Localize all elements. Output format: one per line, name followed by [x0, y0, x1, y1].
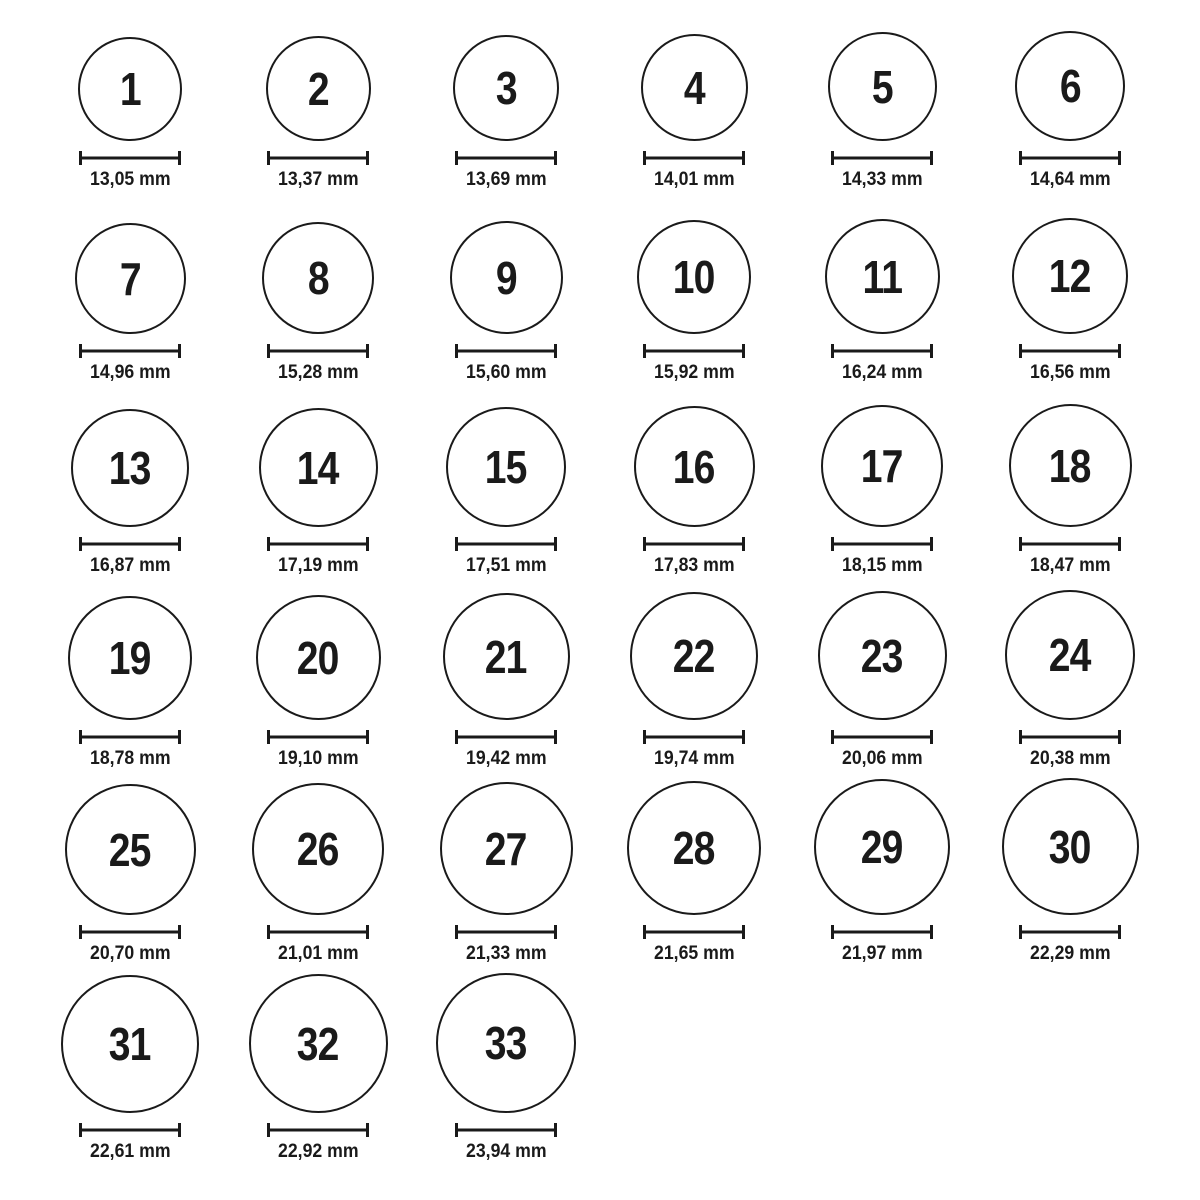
- ring-size-item: [36, 6, 224, 199]
- diameter-measure-line: [831, 151, 933, 165]
- ring-size-number: 25: [109, 823, 151, 876]
- ring-size-item: [600, 778, 788, 973]
- diameter-measure-line: [455, 1123, 557, 1137]
- ring-size-number: 29: [861, 821, 903, 873]
- diameter-measure-line: [455, 344, 557, 358]
- ring-circle: [65, 784, 196, 915]
- ring-size-item: [976, 392, 1164, 585]
- ring-size-number: 26: [297, 823, 339, 875]
- ring-circle: [75, 223, 186, 334]
- diameter-label: 18,47 mm: [1029, 555, 1111, 576]
- diameter-label: 23,94 mm: [465, 1141, 547, 1162]
- ring-size-item: [224, 585, 412, 778]
- diameter-label: 15,60 mm: [465, 362, 547, 383]
- ring-circle: [637, 220, 751, 334]
- diameter-measure-line: [643, 344, 745, 358]
- diameter-measure-line: [455, 151, 557, 165]
- diameter-label: 20,38 mm: [1029, 748, 1111, 769]
- diameter-measure-line: [267, 925, 369, 939]
- diameter-measure-line: [79, 730, 181, 744]
- diameter-label: 14,01 mm: [653, 169, 735, 190]
- ring-size-number: 22: [673, 630, 715, 682]
- ring-size-number: 12: [1049, 250, 1091, 302]
- diameter-label: 13,05 mm: [89, 169, 171, 190]
- diameter-measure-line: [831, 730, 933, 744]
- ring-size-item: [224, 199, 412, 392]
- ring-circle: [630, 592, 758, 720]
- diameter-label: 19,42 mm: [465, 748, 547, 769]
- ring-circle: [821, 405, 943, 527]
- ring-circle: [249, 974, 388, 1113]
- diameter-label: 15,92 mm: [653, 362, 735, 383]
- diameter-label: 22,92 mm: [277, 1141, 359, 1162]
- ring-size-number: 23: [861, 629, 903, 682]
- diameter-measure-line: [831, 925, 933, 939]
- ring-size-item: [788, 778, 976, 973]
- diameter-label: 20,06 mm: [841, 748, 923, 769]
- ring-circle: [78, 37, 182, 141]
- ring-size-number: 5: [871, 60, 893, 113]
- ring-size-item: [36, 585, 224, 778]
- diameter-label: 19,10 mm: [277, 748, 359, 769]
- diameter-label: 18,15 mm: [841, 555, 923, 576]
- ring-size-item: [788, 585, 976, 778]
- ring-size-number: 1: [119, 63, 141, 115]
- diameter-label: 16,56 mm: [1029, 362, 1111, 383]
- ring-size-item: [600, 392, 788, 585]
- diameter-measure-line: [1019, 925, 1121, 939]
- ring-size-item: [976, 778, 1164, 973]
- ring-size-number: 11: [862, 250, 902, 303]
- ring-size-item: [412, 199, 600, 392]
- ring-size-item: [412, 6, 600, 199]
- ring-size-number: 32: [297, 1017, 339, 1070]
- ring-size-number: 18: [1049, 439, 1091, 492]
- diameter-measure-line: [1019, 730, 1121, 744]
- ring-circle: [440, 782, 573, 915]
- diameter-label: 21,01 mm: [277, 943, 359, 964]
- ring-size-item: [224, 392, 412, 585]
- ring-circle: [1005, 590, 1135, 720]
- ring-size-item: [224, 973, 412, 1171]
- ring-size-item: [976, 6, 1164, 199]
- diameter-measure-line: [267, 730, 369, 744]
- diameter-measure-line: [1019, 344, 1121, 358]
- diameter-label: 14,64 mm: [1029, 169, 1111, 190]
- diameter-measure-line: [831, 537, 933, 551]
- diameter-label: 17,19 mm: [277, 555, 359, 576]
- ring-circle: [641, 34, 748, 141]
- diameter-label: 17,51 mm: [465, 555, 547, 576]
- diameter-measure-line: [643, 537, 745, 551]
- diameter-label: 14,96 mm: [89, 362, 171, 383]
- ring-size-item: [788, 199, 976, 392]
- ring-circle: [436, 973, 576, 1113]
- diameter-label: 21,33 mm: [465, 943, 547, 964]
- diameter-measure-line: [455, 730, 557, 744]
- ring-size-item: [412, 973, 600, 1171]
- ring-size-number: 20: [297, 631, 339, 684]
- diameter-measure-line: [267, 537, 369, 551]
- ring-circle: [68, 596, 192, 720]
- diameter-measure-line: [643, 730, 745, 744]
- diameter-measure-line: [267, 344, 369, 358]
- ring-circle: [828, 32, 937, 141]
- ring-size-item: [36, 778, 224, 973]
- diameter-measure-line: [1019, 151, 1121, 165]
- ring-size-item: [600, 6, 788, 199]
- diameter-label: 16,24 mm: [841, 362, 923, 383]
- ring-size-item: [36, 392, 224, 585]
- ring-circle: [61, 975, 199, 1113]
- ring-size-item: [976, 199, 1164, 392]
- ring-circle: [453, 35, 559, 141]
- diameter-label: 19,74 mm: [653, 748, 735, 769]
- ring-circle: [71, 409, 189, 527]
- ring-size-item: [224, 778, 412, 973]
- diameter-label: 14,33 mm: [841, 169, 923, 190]
- ring-size-number: 33: [485, 1017, 527, 1069]
- diameter-measure-line: [79, 1123, 181, 1137]
- ring-size-item: [412, 778, 600, 973]
- diameter-label: 13,37 mm: [277, 169, 359, 190]
- ring-size-item: [36, 973, 224, 1171]
- ring-size-number: 14: [297, 441, 339, 494]
- ring-size-number: 16: [673, 440, 715, 493]
- ring-size-number: 7: [119, 252, 141, 305]
- ring-size-item: [788, 392, 976, 585]
- ring-size-number: 31: [109, 1018, 151, 1070]
- diameter-label: 15,28 mm: [277, 362, 359, 383]
- diameter-label: 16,87 mm: [89, 555, 171, 576]
- ring-size-number: 19: [109, 632, 151, 684]
- ring-circle: [256, 595, 381, 720]
- diameter-measure-line: [267, 1123, 369, 1137]
- diameter-measure-line: [1019, 537, 1121, 551]
- ring-circle: [818, 591, 947, 720]
- diameter-label: 22,29 mm: [1029, 943, 1111, 964]
- ring-circle: [259, 408, 378, 527]
- diameter-measure-line: [267, 151, 369, 165]
- ring-size-number: 24: [1049, 629, 1091, 681]
- ring-size-number: 3: [495, 62, 517, 114]
- diameter-label: 18,78 mm: [89, 748, 171, 769]
- ring-size-number: 2: [307, 62, 329, 115]
- diameter-label: 21,97 mm: [841, 943, 923, 964]
- ring-circle: [252, 783, 384, 915]
- ring-size-item: [224, 6, 412, 199]
- ring-circle: [1009, 404, 1132, 527]
- ring-circle: [443, 593, 570, 720]
- ring-circle: [266, 36, 371, 141]
- diameter-measure-line: [455, 925, 557, 939]
- ring-circle: [1012, 218, 1128, 334]
- diameter-measure-line: [643, 151, 745, 165]
- ring-circle: [634, 406, 755, 527]
- diameter-label: 20,70 mm: [89, 943, 171, 964]
- ring-circle: [1002, 778, 1139, 915]
- ring-circle: [825, 219, 940, 334]
- ring-size-number: 6: [1059, 60, 1081, 112]
- diameter-measure-line: [831, 344, 933, 358]
- diameter-label: 21,65 mm: [653, 943, 735, 964]
- ring-size-number: 28: [673, 822, 715, 874]
- diameter-label: 13,69 mm: [465, 169, 547, 190]
- ring-size-number: 30: [1049, 820, 1091, 873]
- ring-size-item: [412, 392, 600, 585]
- ring-circle: [446, 407, 566, 527]
- diameter-measure-line: [643, 925, 745, 939]
- ring-size-number: 4: [683, 61, 705, 114]
- ring-size-item: [412, 585, 600, 778]
- diameter-measure-line: [79, 344, 181, 358]
- ring-size-number: 15: [485, 441, 527, 493]
- diameter-measure-line: [79, 925, 181, 939]
- ring-size-number: 17: [861, 440, 903, 492]
- ring-size-number: 10: [673, 251, 715, 303]
- ring-size-number: 21: [485, 630, 527, 683]
- ring-circle: [814, 779, 950, 915]
- ring-size-item: [36, 199, 224, 392]
- ring-size-item: [600, 585, 788, 778]
- diameter-label: 17,83 mm: [653, 555, 735, 576]
- ring-circle: [262, 222, 374, 334]
- ring-size-number: 27: [485, 822, 527, 875]
- ring-size-number: 13: [109, 442, 151, 494]
- ring-size-number: 8: [307, 252, 329, 304]
- ring-size-number: 9: [495, 251, 517, 304]
- ring-size-item: [788, 6, 976, 199]
- ring-size-item: [600, 199, 788, 392]
- diameter-measure-line: [79, 537, 181, 551]
- ring-size-item: [976, 585, 1164, 778]
- diameter-measure-line: [455, 537, 557, 551]
- ring-circle: [450, 221, 563, 334]
- diameter-measure-line: [79, 151, 181, 165]
- diameter-label: 22,61 mm: [89, 1141, 171, 1162]
- ring-circle: [627, 781, 761, 915]
- ring-circle: [1015, 31, 1125, 141]
